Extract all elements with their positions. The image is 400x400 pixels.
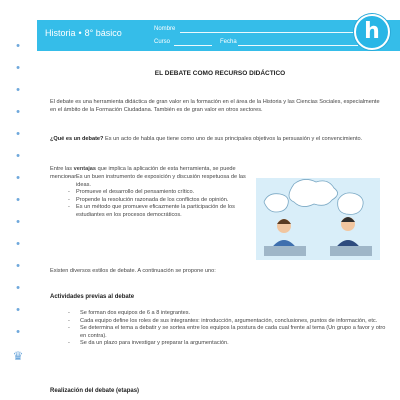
course-field[interactable] bbox=[174, 45, 212, 46]
question-paragraph bbox=[50, 136, 385, 144]
header-bar bbox=[37, 20, 400, 51]
bullet-icon: • bbox=[16, 326, 20, 338]
realization-heading: Realización del debate (etapas) bbox=[50, 388, 140, 394]
document-title: EL DEBATE COMO RECURSO DIDÁCTICO bbox=[154, 70, 286, 77]
grade-label: 8° básico bbox=[84, 28, 122, 38]
student-fields bbox=[154, 24, 374, 48]
question-text: Es un acto de habla que tiene como uno de sus principales objetivos la persuasión y el convencimiento. bbox=[103, 136, 363, 142]
advantages-list bbox=[68, 174, 248, 220]
advantages-pre: Entre las bbox=[50, 166, 74, 172]
list-item: - Propende la resolución razonada de los conflictos de opinión. bbox=[68, 197, 248, 205]
debate-illustration bbox=[256, 178, 380, 260]
date-field-label: Fecha bbox=[220, 39, 237, 45]
subject-label: Historia bbox=[45, 28, 76, 38]
question-label: ¿Qué es un debate? bbox=[50, 136, 104, 142]
advantages-post: que implica la aplicación de esta herramienta, se puede mencionar: bbox=[50, 166, 236, 180]
bullet-icon: • bbox=[16, 260, 20, 272]
bullet-icon: • bbox=[16, 40, 20, 52]
crown-icon: ♛ bbox=[12, 349, 24, 363]
list-item: - Se forman dos equipos de 6 a 8 integrantes. bbox=[68, 310, 386, 318]
advantages-bold: ventajas bbox=[73, 166, 97, 172]
subject-grade bbox=[45, 28, 122, 38]
bullet-icon: • bbox=[16, 150, 20, 162]
intro-paragraph: El debate es una herramienta didáctica de gran valor en la formación en el área de la Historia y las Ciencias Sociales, especialmente en el ámbito de la Formación Ciudadana. También es de gran valor en otros sectores. bbox=[50, 99, 380, 113]
bullet-icon: • bbox=[16, 84, 20, 96]
list-item: - Es un buen instrumento de exposición y discusión respetuosa de las ideas. bbox=[68, 174, 248, 189]
name-field-label: Nombre bbox=[154, 26, 176, 32]
logo bbox=[354, 14, 390, 50]
styles-paragraph: Existen diversos estilos de debate. A continuación se propone uno: bbox=[50, 268, 216, 274]
bullet-icon: • bbox=[16, 216, 20, 228]
bullet-icon: • bbox=[16, 128, 20, 140]
list-item: - Se da un plazo para investigar y preparar la argumentación. bbox=[68, 340, 386, 348]
date-field[interactable] bbox=[238, 45, 358, 46]
bullet-icon: • bbox=[16, 304, 20, 316]
desk-right bbox=[330, 246, 372, 256]
bullet-icon: • bbox=[16, 172, 20, 184]
bullet-icon: • bbox=[16, 238, 20, 250]
bullet-icon: • bbox=[16, 106, 20, 118]
desk-left bbox=[264, 246, 306, 256]
name-field[interactable] bbox=[180, 32, 358, 33]
prior-activities-list bbox=[68, 310, 386, 348]
logo-letter: h bbox=[364, 19, 380, 44]
speech-bubble-icon bbox=[338, 193, 363, 215]
list-item: - Cada equipo define los roles de sus integrantes: introducción, argumentación, conclusiones, puntos de información, etc. bbox=[68, 318, 386, 326]
bullet-icon: • bbox=[16, 282, 20, 294]
prior-activities-heading: Actividades previas al debate bbox=[50, 294, 135, 300]
bullet-icon: • bbox=[16, 62, 20, 74]
list-item: - Promueve el desarrollo del pensamiento crítico. bbox=[68, 189, 248, 197]
course-field-label: Curso bbox=[154, 39, 171, 45]
bullet-icon: • bbox=[16, 194, 20, 206]
sidebar bbox=[0, 0, 37, 400]
list-item: - Se determina el tema a debatir y se sortea entre los equipos la postura de cada cual frente al tema (Un grupo a favor y otro en contra). bbox=[68, 325, 386, 340]
separator-dot: • bbox=[78, 28, 82, 38]
list-item: - Es un método que promueve eficazmente la participación de los estudiantes en los procesos democráticos. bbox=[68, 204, 248, 219]
